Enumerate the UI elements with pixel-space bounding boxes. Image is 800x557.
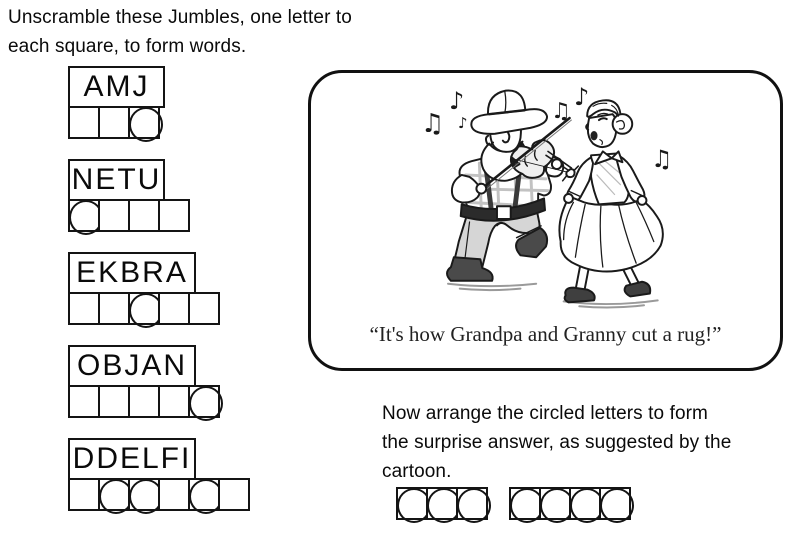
answer-square[interactable] [98, 385, 130, 418]
answer-group-1 [396, 487, 486, 520]
answer-square[interactable] [128, 478, 160, 511]
jumble-ekbra [68, 252, 248, 325]
answer-square[interactable] [98, 478, 130, 511]
jumble-letters: AMJ [68, 66, 165, 108]
music-note-icon: ♪ [449, 87, 465, 115]
jumble-answer-squares [68, 385, 248, 418]
jumble-letters: NETU [68, 159, 165, 201]
jumble-answer-squares [68, 292, 248, 325]
music-note-icon: ♫ [421, 109, 445, 139]
bottom-instruction-line2: the surprise answer, as suggested by the [382, 432, 732, 453]
jumble-answer-squares [68, 106, 248, 139]
granny-figure [559, 100, 662, 302]
cartoon-caption: “It's how Grandpa and Granny cut a rug!” [369, 322, 722, 346]
jumble-letters: EKBRA [68, 252, 196, 294]
answer-square[interactable] [98, 106, 130, 139]
jumble-ddelfi [68, 438, 248, 511]
answer-square[interactable] [188, 385, 220, 418]
answer-square[interactable] [128, 199, 160, 232]
answer-square[interactable] [158, 199, 190, 232]
music-note-icon: ♪ [458, 114, 468, 132]
answer-square[interactable] [158, 385, 190, 418]
jumble-answer-squares [68, 478, 248, 511]
answer-square[interactable] [158, 292, 190, 325]
answer-square[interactable] [128, 106, 160, 139]
music-note-icon: ♫ [651, 145, 673, 173]
answer-square[interactable] [68, 199, 100, 232]
bottom-instruction [382, 399, 731, 486]
answer-square[interactable] [68, 478, 100, 511]
jumble-netu [68, 159, 248, 232]
surprise-answer-square[interactable] [396, 487, 428, 520]
answer-square[interactable] [68, 385, 100, 418]
bottom-instruction-line3: cartoon. [382, 461, 452, 482]
answer-square[interactable] [128, 385, 160, 418]
music-note-icon: ♫ [551, 99, 571, 124]
answer-square[interactable] [188, 478, 220, 511]
cartoon-panel [308, 70, 783, 371]
answer-square[interactable] [68, 106, 100, 139]
answer-group-2 [509, 487, 629, 520]
jumble-list [68, 66, 248, 531]
answer-square[interactable] [218, 478, 250, 511]
jumble-letters: DDELFI [68, 438, 196, 480]
top-instruction-line2: each square, to form words. [8, 36, 247, 57]
jumble-amj [68, 66, 248, 139]
answer-square[interactable] [98, 292, 130, 325]
music-note-icon: ♪ [574, 83, 590, 111]
surprise-answer-square[interactable] [456, 487, 488, 520]
surprise-answer-square[interactable] [599, 487, 631, 520]
top-instruction [8, 3, 352, 61]
jumble-objan [68, 345, 248, 418]
answer-square[interactable] [158, 478, 190, 511]
answer-squares [396, 487, 629, 520]
surprise-answer-square[interactable] [426, 487, 458, 520]
jumble-letters: OBJAN [68, 345, 196, 387]
jumble-answer-squares [68, 199, 248, 232]
surprise-answer-square[interactable] [509, 487, 541, 520]
answer-square[interactable] [68, 292, 100, 325]
surprise-answer-square[interactable] [539, 487, 571, 520]
answer-square[interactable] [128, 292, 160, 325]
top-instruction-line1: Unscramble these Jumbles, one letter to [8, 7, 352, 28]
surprise-answer-square[interactable] [569, 487, 601, 520]
bottom-instruction-line1: Now arrange the circled letters to form [382, 403, 708, 424]
answer-square[interactable] [98, 199, 130, 232]
answer-square[interactable] [188, 292, 220, 325]
